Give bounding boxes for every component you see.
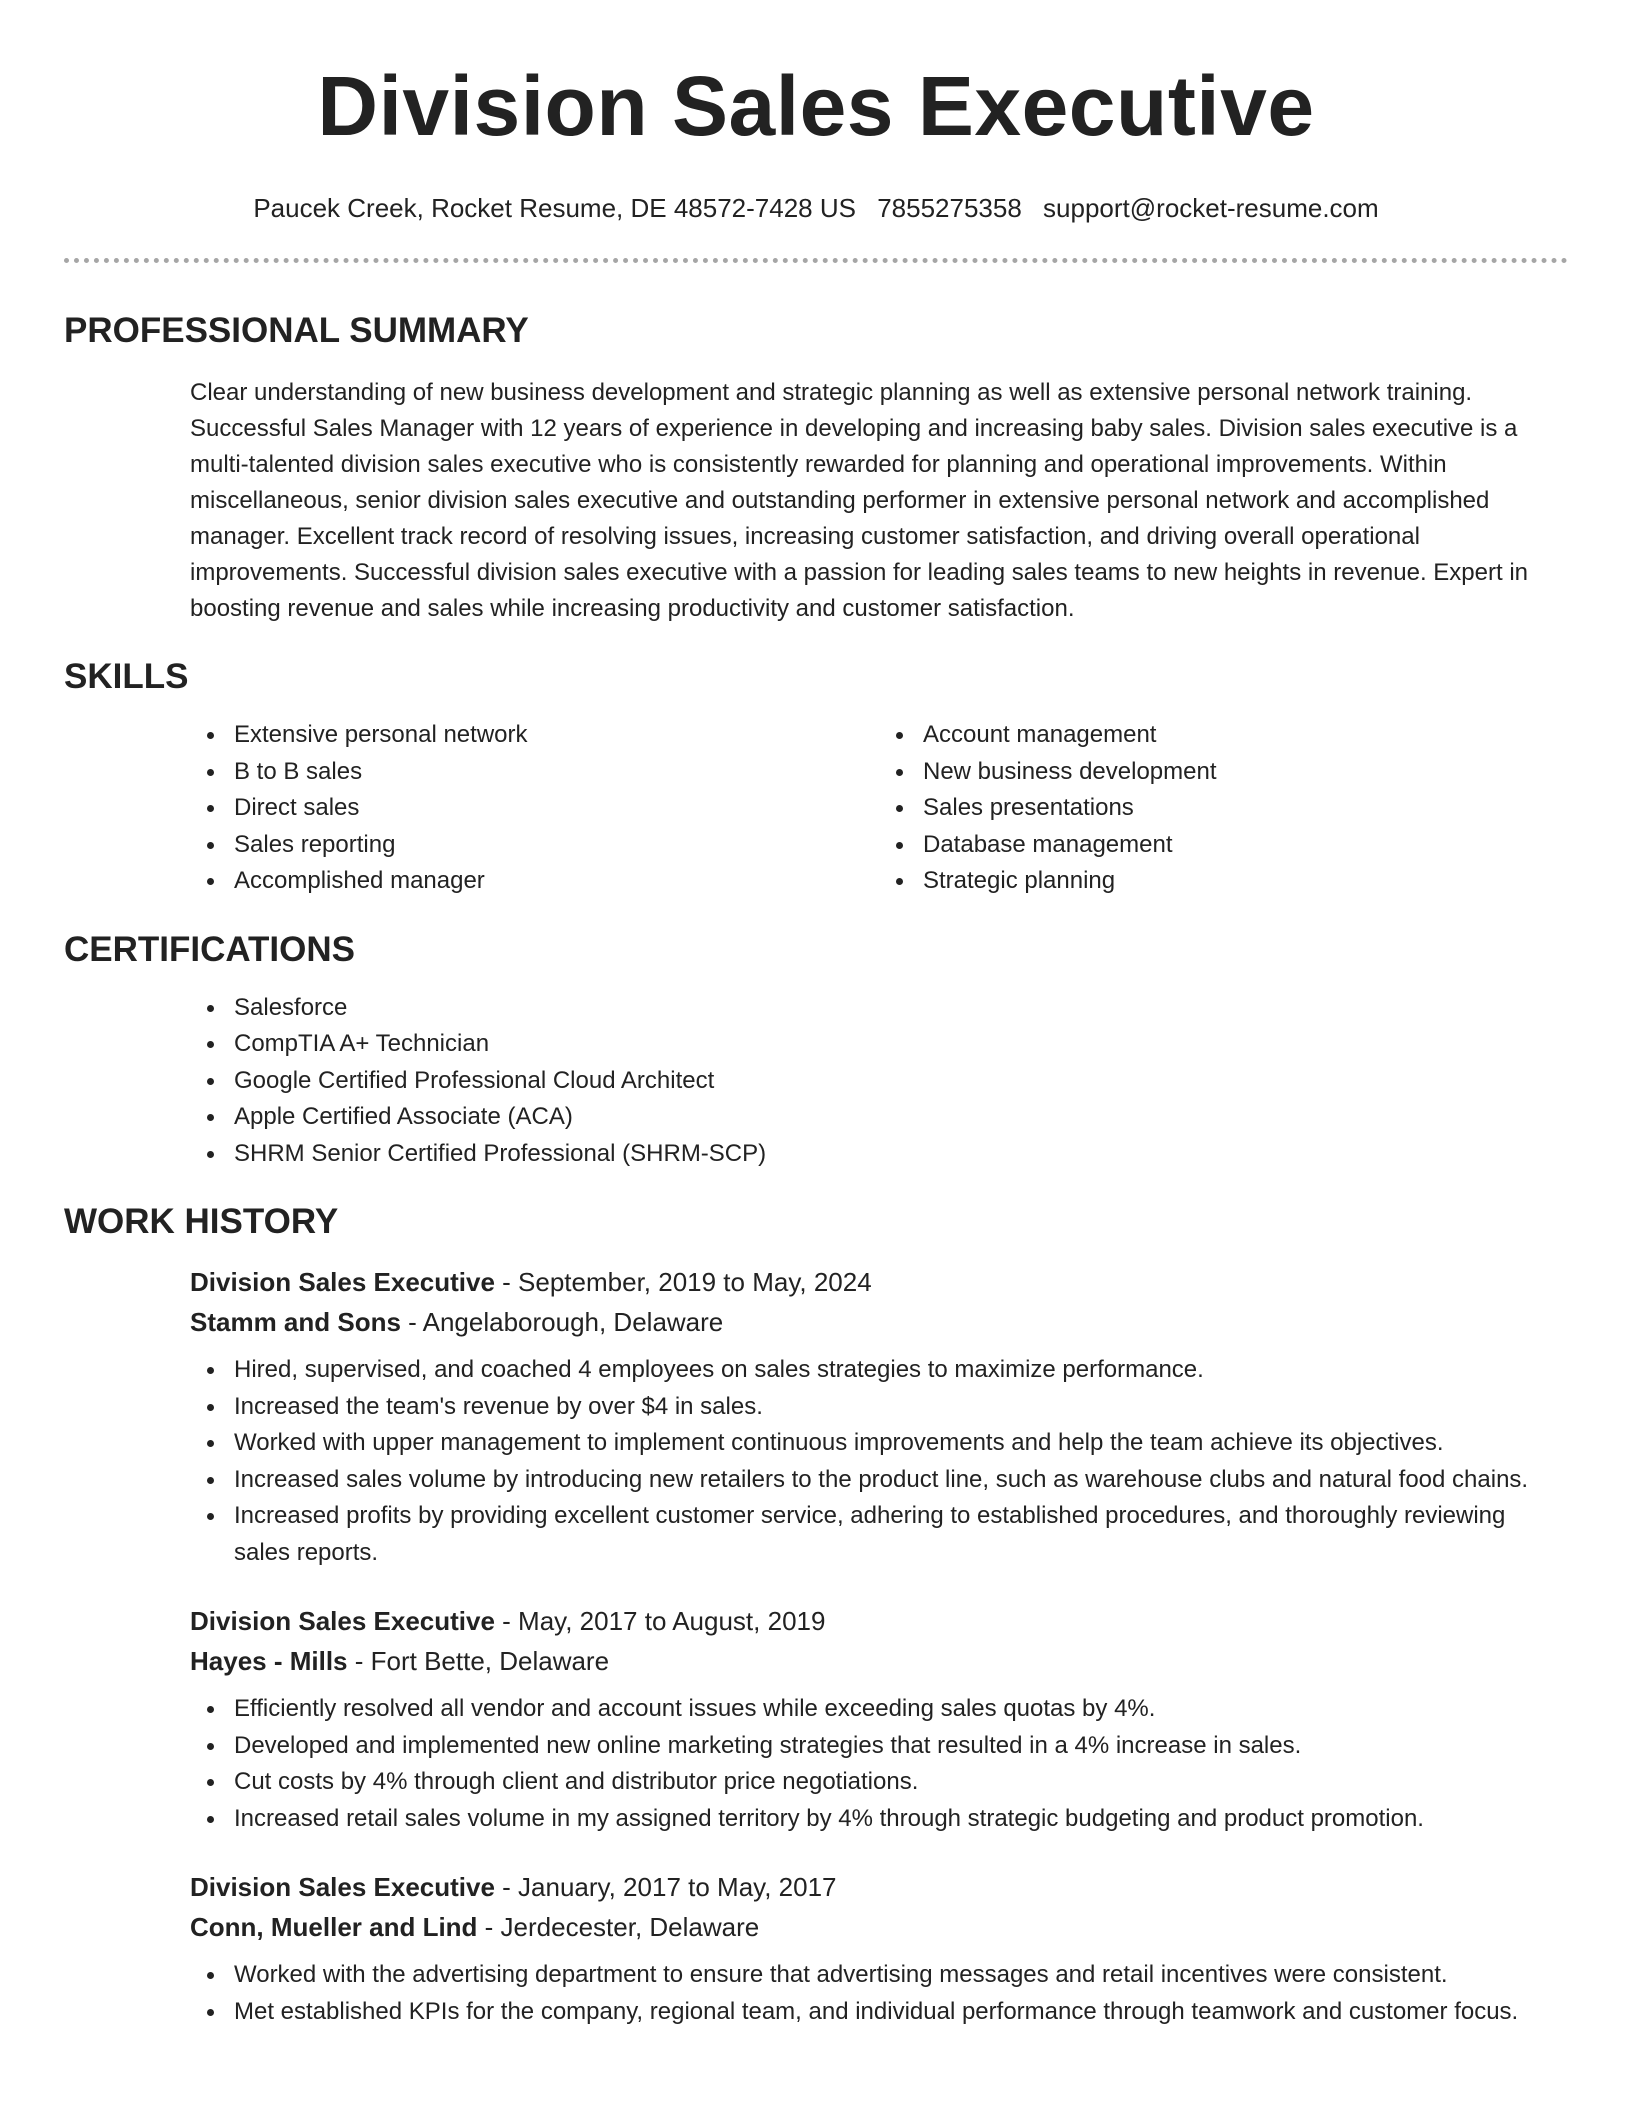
- job-bullet: Efficiently resolved all vendor and account issues while exceeding sales quotas by 4%.: [190, 1691, 1568, 1728]
- job-dates: - January, 2017 to May, 2017: [494, 1872, 837, 1902]
- job-entry: [190, 1867, 1568, 2030]
- skill-item: Sales reporting: [190, 827, 879, 864]
- contact-line: [64, 192, 1568, 224]
- contact-email: support@rocket-resume.com: [1043, 193, 1379, 223]
- job-bullet: Hired, supervised, and coached 4 employees on sales strategies to maximize performance.: [190, 1352, 1568, 1389]
- job-title: Division Sales Executive: [190, 1872, 495, 1902]
- job-location: - Angelaborough, Delaware: [400, 1307, 724, 1337]
- contact-phone: 7855275358: [877, 193, 1022, 223]
- job-dates: - September, 2019 to May, 2024: [494, 1267, 872, 1297]
- job-bullet: Increased profits by providing excellent customer service, adhering to established procedures, and thoroughly reviewing sales reports.: [190, 1498, 1568, 1571]
- summary-heading: PROFESSIONAL SUMMARY: [64, 311, 529, 350]
- contact-address: Paucek Creek, Rocket Resume, DE 48572-7428 US: [253, 193, 856, 223]
- skill-item: Account management: [879, 717, 1568, 754]
- skill-item: Accomplished manager: [190, 863, 879, 900]
- job-bullet: Developed and implemented new online marketing strategies that resulted in a 4% increase in sales.: [190, 1728, 1568, 1765]
- job-title: Division Sales Executive: [190, 1267, 495, 1297]
- job-title-line: [190, 1867, 1568, 1907]
- job-company-line: [190, 1907, 1568, 1947]
- certification-item: Google Certified Professional Cloud Architect: [190, 1063, 1568, 1100]
- certification-item: CompTIA A+ Technician: [190, 1026, 1568, 1063]
- job-bullet: Increased sales volume by introducing new retailers to the product line, such as warehouse clubs and natural food chains.: [190, 1462, 1568, 1499]
- skill-item: Direct sales: [190, 790, 879, 827]
- skills-section: [64, 655, 1568, 900]
- job-company: Hayes - Mills: [190, 1646, 348, 1676]
- job-company-line: [190, 1641, 1568, 1681]
- skill-item: Database management: [879, 827, 1568, 864]
- job-entry: [190, 1601, 1568, 1837]
- job-bullet: Worked with upper management to implement continuous improvements and help the team achieve its objectives.: [190, 1425, 1568, 1462]
- header-divider: [64, 258, 1568, 263]
- certification-item: Apple Certified Associate (ACA): [190, 1099, 1568, 1136]
- certifications-list: [190, 990, 1568, 1173]
- skill-item: B to B sales: [190, 754, 879, 791]
- job-title-line: [190, 1601, 1568, 1641]
- job-location: - Jerdecester, Delaware: [477, 1912, 760, 1942]
- skill-item: Strategic planning: [879, 863, 1568, 900]
- skill-item: Sales presentations: [879, 790, 1568, 827]
- job-bullet: Increased the team's revenue by over $4 in sales.: [190, 1389, 1568, 1426]
- job-bullets: [190, 1691, 1568, 1837]
- work-history-section: [64, 1200, 1568, 2030]
- certifications-section: [64, 928, 1568, 1173]
- job-bullet: Increased retail sales volume in my assigned territory by 4% through strategic budgeting and product promotion.: [190, 1801, 1568, 1838]
- job-company: Conn, Mueller and Lind: [190, 1912, 478, 1942]
- resume-title: Division Sales Executive: [317, 59, 1315, 153]
- job-bullet: Cut costs by 4% through client and distributor price negotiations.: [190, 1764, 1568, 1801]
- skill-item: Extensive personal network: [190, 717, 879, 754]
- skill-item: New business development: [879, 754, 1568, 791]
- certification-item: SHRM Senior Certified Professional (SHRM-SCP): [190, 1136, 1568, 1173]
- job-title-line: [190, 1262, 1568, 1302]
- job-bullets: [190, 1352, 1568, 1571]
- job-location: - Fort Bette, Delaware: [347, 1646, 610, 1676]
- job-company: Stamm and Sons: [190, 1307, 401, 1337]
- skills-list-right: [879, 717, 1568, 900]
- skills-heading: SKILLS: [64, 657, 189, 696]
- certifications-heading: CERTIFICATIONS: [64, 929, 356, 969]
- job-dates: - May, 2017 to August, 2019: [494, 1606, 826, 1636]
- skills-list-left: [190, 717, 879, 900]
- skills-grid: [190, 717, 1568, 900]
- work-history-heading: WORK HISTORY: [64, 1202, 339, 1241]
- summary-text: Clear understanding of new business development and strategic planning as well as extensive personal network training. Successful Sales Manager with 12 years of experience in developing and increasing baby sales. Division sales executive is a multi-talented division sales executive who is consistently rewarded for planning and operational improvements. Within miscellaneous, senior division sales executive and outstanding performer in extensive personal network and accomplished manager. Excellent track record of resolving issues, increasing customer satisfaction, and driving overall operational improvements. Successful division sales executive with a passion for leading sales teams to new heights in revenue. Expert in boosting revenue and sales while increasing productivity and customer satisfaction.: [190, 379, 1529, 622]
- job-entry: [190, 1262, 1568, 1571]
- job-company-line: [190, 1302, 1568, 1342]
- job-bullets: [190, 1957, 1568, 2030]
- certification-item: Salesforce: [190, 990, 1568, 1027]
- job-bullet: Worked with the advertising department to ensure that advertising messages and retail incentives were consistent.: [190, 1957, 1568, 1994]
- job-bullet: Met established KPIs for the company, regional team, and individual performance through teamwork and customer focus.: [190, 1994, 1568, 2031]
- job-title: Division Sales Executive: [190, 1606, 495, 1636]
